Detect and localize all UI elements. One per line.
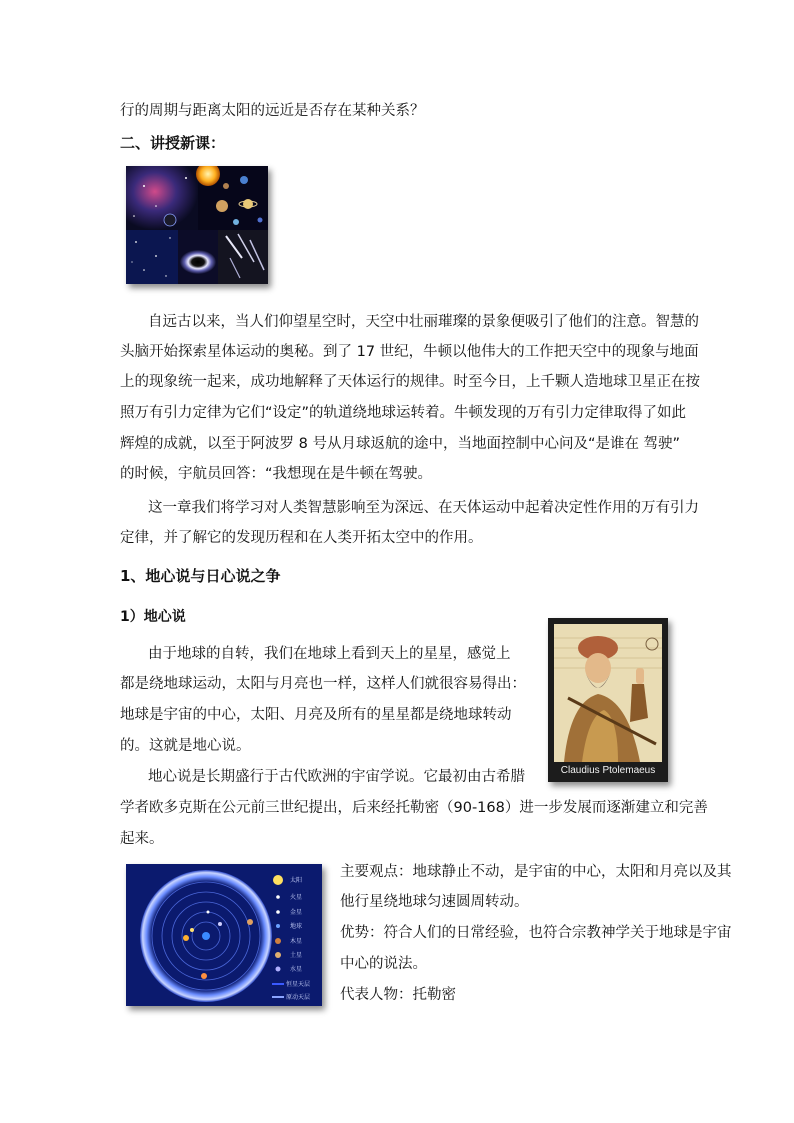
legend-label: 原动天层 xyxy=(286,994,311,1001)
text-line: 的。这就是地心说。 xyxy=(120,738,251,754)
text-line: 主要观点：地球静止不动，是宇宙的中心，太阳和月亮以及其 xyxy=(340,864,732,880)
text-line: 中心的说法。 xyxy=(340,956,427,972)
text-line: 辉煌的成就，以至于阿波罗 8 号从月球返航的途中，当地面控制中心问及“是谁在 驾驶” xyxy=(120,436,681,452)
legend-label: 木星 xyxy=(290,938,303,945)
legend-label: 火星 xyxy=(290,894,303,901)
text-line: 由于地球的自转，我们在地球上看到天上的星星，感觉上 xyxy=(148,646,511,662)
legend-label: 土星 xyxy=(290,952,303,959)
subsection-heading: 1）地心说 xyxy=(120,609,186,625)
space-collage-image xyxy=(126,166,268,284)
text-line: 代表人物：托勒密 xyxy=(340,987,456,1003)
text-line: 优势：符合人们的日常经验，也符合宗教神学关于地球是宇宙 xyxy=(340,925,732,941)
text-line: 都是绕地球运动，太阳与月亮也一样，这样人们就很容易得出： xyxy=(120,676,526,692)
text-line: 地心说是长期盛行于古代欧洲的宇宙学说。它最初由古希腊 xyxy=(148,769,525,785)
legend-label: 太阳 xyxy=(290,877,303,884)
section-heading: 二、讲授新课： xyxy=(120,134,226,152)
text-line: 学者欧多克斯在公元前三世纪提出，后来经托勒密（90-168）进一步发展而逐渐建立和完善 xyxy=(120,800,708,816)
text-line: 定律，并了解它的发现历程和在人类开拓太空中的作用。 xyxy=(120,530,483,546)
text-line: 行的周期与距离太阳的远近是否存在某种关系？ xyxy=(120,103,425,119)
text-line: 他行星绕地球匀速圆周转动。 xyxy=(340,894,529,910)
legend-label: 地球 xyxy=(290,923,303,930)
text-line: 的时候，宇航员回答：“我想现在是牛顿在驾驶。 xyxy=(120,466,433,482)
legend-label: 恒星天层 xyxy=(286,981,311,988)
portrait-caption: Claudius Ptolemaeus xyxy=(560,765,656,776)
text-line: 头脑开始探索星体运动的奥秘。到了 17 世纪，牛顿以他伟大的工作把天空中的现象与地面 xyxy=(120,344,699,360)
text-line: 起来。 xyxy=(120,831,164,847)
text-line: 上的现象统一起来，成功地解释了天体运行的规律。时至今日，上千颗人造地球卫星正在按 xyxy=(120,374,700,390)
ptolemy-portrait-image xyxy=(548,618,668,782)
geocentric-model-image xyxy=(126,864,322,1006)
subsection-heading: 1、地心说与日心说之争 xyxy=(120,567,281,585)
text-line: 自远古以来，当人们仰望星空时，天空中壮丽璀璨的景象便吸引了他们的注意。智慧的 xyxy=(148,314,699,330)
legend-label: 金星 xyxy=(290,909,303,916)
text-line: 地球是宇宙的中心，太阳、月亮及所有的星星都是绕地球转动 xyxy=(120,707,512,723)
legend-label: 水星 xyxy=(290,966,303,973)
text-line: 这一章我们将学习对人类智慧影响至为深远、在天体运动中起着决定性作用的万有引力 xyxy=(148,500,699,516)
text-line: 照万有引力定律为它们“设定”的轨道绕地球运转着。牛顿发现的万有引力定律取得了如此 xyxy=(120,405,687,421)
